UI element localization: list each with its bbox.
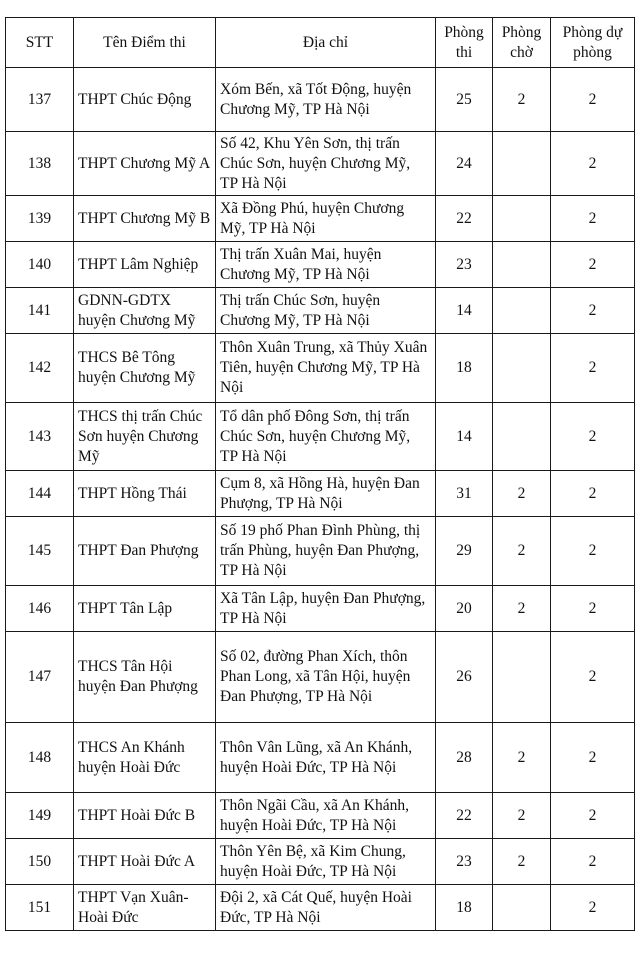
cell-exam-rooms: 26 (436, 632, 493, 723)
cell-stt: 149 (6, 793, 74, 839)
cell-address: Thị trấn Chúc Sơn, huyện Chương Mỹ, TP Hà Nội (216, 288, 436, 334)
cell-spare-rooms: 2 (551, 471, 635, 517)
table-row (6, 517, 635, 586)
cell-venue-name: THCS An Khánh huyện Hoài Đức (74, 723, 216, 793)
cell-spare-rooms: 2 (551, 586, 635, 632)
cell-exam-rooms: 18 (436, 885, 493, 931)
table-row (6, 471, 635, 517)
cell-spare-rooms: 2 (551, 196, 635, 242)
cell-exam-rooms: 28 (436, 723, 493, 793)
cell-waiting-rooms (493, 334, 551, 403)
header-row (6, 18, 635, 68)
cell-exam-rooms: 22 (436, 793, 493, 839)
cell-venue-name: THCS Bê Tông huyện Chương Mỹ (74, 334, 216, 403)
cell-exam-rooms: 24 (436, 132, 493, 196)
cell-waiting-rooms: 2 (493, 586, 551, 632)
cell-stt: 145 (6, 517, 74, 586)
cell-spare-rooms: 2 (551, 517, 635, 586)
table-row (6, 403, 635, 471)
cell-venue-name: THCS Tân Hội huyện Đan Phượng (74, 632, 216, 723)
cell-waiting-rooms (493, 132, 551, 196)
table-row (6, 793, 635, 839)
cell-address: Thôn Yên Bệ, xã Kim Chung, huyện Hoài Đức, TP Hà Nội (216, 839, 436, 885)
cell-waiting-rooms (493, 632, 551, 723)
cell-spare-rooms: 2 (551, 632, 635, 723)
cell-spare-rooms: 2 (551, 839, 635, 885)
cell-exam-rooms: 25 (436, 68, 493, 132)
cell-address: Số 02, đường Phan Xích, thôn Phan Long, xã Tân Hội, huyện Đan Phượng, TP Hà Nội (216, 632, 436, 723)
cell-stt: 143 (6, 403, 74, 471)
header-waiting-rooms: Phòng chờ (493, 18, 551, 68)
cell-venue-name: THPT Chúc Động (74, 68, 216, 132)
header-exam-venue-name: Tên Điểm thi (74, 18, 216, 68)
cell-exam-rooms: 14 (436, 403, 493, 471)
table-row (6, 288, 635, 334)
cell-waiting-rooms (493, 288, 551, 334)
cell-address: Tổ dân phố Đông Sơn, thị trấn Chúc Sơn, huyện Chương Mỹ, TP Hà Nội (216, 403, 436, 471)
exam-venue-table (5, 17, 635, 931)
cell-stt: 151 (6, 885, 74, 931)
cell-spare-rooms: 2 (551, 132, 635, 196)
cell-waiting-rooms (493, 242, 551, 288)
cell-address: Xóm Bến, xã Tốt Động, huyện Chương Mỹ, TP Hà Nội (216, 68, 436, 132)
cell-waiting-rooms: 2 (493, 68, 551, 132)
cell-venue-name: THPT Lâm Nghiệp (74, 242, 216, 288)
cell-exam-rooms: 31 (436, 471, 493, 517)
cell-address: Xã Tân Lập, huyện Đan Phượng, TP Hà Nội (216, 586, 436, 632)
cell-address: Thôn Vân Lũng, xã An Khánh, huyện Hoài Đức, TP Hà Nội (216, 723, 436, 793)
header-address: Địa chỉ (216, 18, 436, 68)
cell-stt: 141 (6, 288, 74, 334)
cell-waiting-rooms: 2 (493, 471, 551, 517)
table-row (6, 839, 635, 885)
cell-stt: 150 (6, 839, 74, 885)
cell-spare-rooms: 2 (551, 68, 635, 132)
cell-waiting-rooms: 2 (493, 839, 551, 885)
cell-waiting-rooms (493, 885, 551, 931)
cell-address: Số 19 phố Phan Đình Phùng, thị trấn Phùng, huyện Đan Phượng, TP Hà Nội (216, 517, 436, 586)
cell-stt: 148 (6, 723, 74, 793)
cell-venue-name: THPT Hoài Đức A (74, 839, 216, 885)
cell-spare-rooms: 2 (551, 288, 635, 334)
cell-venue-name: THPT Hồng Thái (74, 471, 216, 517)
cell-exam-rooms: 23 (436, 242, 493, 288)
table-row (6, 632, 635, 723)
cell-stt: 137 (6, 68, 74, 132)
cell-stt: 147 (6, 632, 74, 723)
cell-address: Cụm 8, xã Hồng Hà, huyện Đan Phượng, TP Hà Nội (216, 471, 436, 517)
cell-address: Thôn Ngãi Cầu, xã An Khánh, huyện Hoài Đức, TP Hà Nội (216, 793, 436, 839)
table-row (6, 242, 635, 288)
cell-spare-rooms: 2 (551, 723, 635, 793)
table-header (6, 18, 635, 68)
cell-venue-name: THPT Đan Phượng (74, 517, 216, 586)
cell-stt: 140 (6, 242, 74, 288)
header-spare-rooms: Phòng dự phòng (551, 18, 635, 68)
cell-venue-name: THPT Tân Lập (74, 586, 216, 632)
cell-spare-rooms: 2 (551, 403, 635, 471)
cell-exam-rooms: 29 (436, 517, 493, 586)
cell-stt: 146 (6, 586, 74, 632)
cell-address: Thị trấn Xuân Mai, huyện Chương Mỹ, TP Hà Nội (216, 242, 436, 288)
cell-exam-rooms: 14 (436, 288, 493, 334)
cell-stt: 144 (6, 471, 74, 517)
cell-waiting-rooms (493, 196, 551, 242)
table-row (6, 68, 635, 132)
cell-venue-name: GDNN-GDTX huyện Chương Mỹ (74, 288, 216, 334)
cell-exam-rooms: 22 (436, 196, 493, 242)
table-row (6, 723, 635, 793)
cell-stt: 138 (6, 132, 74, 196)
table-row (6, 132, 635, 196)
cell-spare-rooms: 2 (551, 242, 635, 288)
cell-waiting-rooms (493, 403, 551, 471)
cell-spare-rooms: 2 (551, 334, 635, 403)
table-row (6, 334, 635, 403)
cell-address: Xã Đồng Phú, huyện Chương Mỹ, TP Hà Nội (216, 196, 436, 242)
table-row (6, 586, 635, 632)
cell-waiting-rooms: 2 (493, 793, 551, 839)
table-row (6, 885, 635, 931)
header-exam-rooms: Phòng thi (436, 18, 493, 68)
cell-address: Số 42, Khu Yên Sơn, thị trấn Chúc Sơn, huyện Chương Mỹ, TP Hà Nội (216, 132, 436, 196)
cell-stt: 139 (6, 196, 74, 242)
table-row (6, 196, 635, 242)
cell-venue-name: THCS thị trấn Chúc Sơn huyện Chương Mỹ (74, 403, 216, 471)
cell-address: Đội 2, xã Cát Quế, huyện Hoài Đức, TP Hà Nội (216, 885, 436, 931)
cell-venue-name: THPT Hoài Đức B (74, 793, 216, 839)
table-body (6, 68, 635, 931)
cell-waiting-rooms: 2 (493, 517, 551, 586)
cell-waiting-rooms: 2 (493, 723, 551, 793)
cell-venue-name: THPT Vạn Xuân-Hoài Đức (74, 885, 216, 931)
cell-address: Thôn Xuân Trung, xã Thủy Xuân Tiên, huyện Chương Mỹ, TP Hà Nội (216, 334, 436, 403)
cell-exam-rooms: 18 (436, 334, 493, 403)
cell-venue-name: THPT Chương Mỹ B (74, 196, 216, 242)
cell-stt: 142 (6, 334, 74, 403)
cell-exam-rooms: 23 (436, 839, 493, 885)
cell-spare-rooms: 2 (551, 885, 635, 931)
cell-spare-rooms: 2 (551, 793, 635, 839)
cell-exam-rooms: 20 (436, 586, 493, 632)
header-stt: STT (6, 18, 74, 68)
cell-venue-name: THPT Chương Mỹ A (74, 132, 216, 196)
